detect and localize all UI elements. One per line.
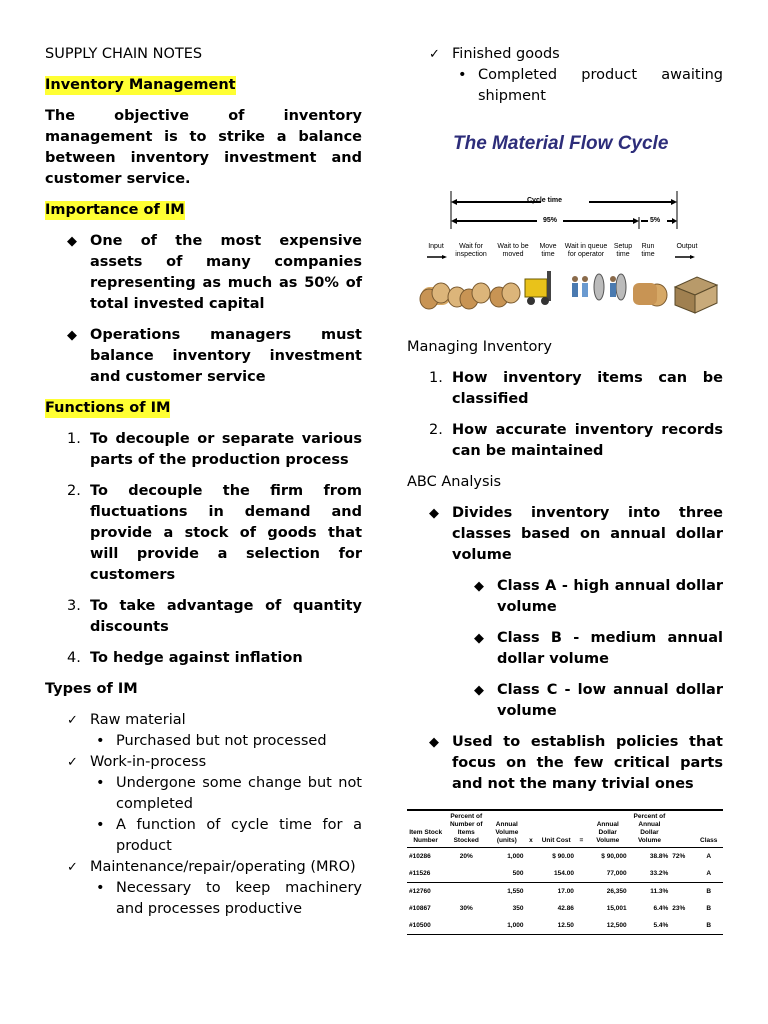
stage-label: Wait for inspection bbox=[455, 243, 487, 258]
list-item: ✓ Maintenance/repair/operating (MRO) • Necessary to keep machinery and processes productive bbox=[45, 857, 362, 920]
functions-list bbox=[45, 429, 362, 669]
list-item: 2. To decouple the firm from fluctuations in demand and provide a stock of goods that will provide a selection for customers bbox=[67, 483, 362, 583]
objective-paragraph: The objective of inventory management is to strike a balance between inventory investment and customer service. bbox=[45, 108, 362, 187]
list-item: ◆ One of the most expensive assets of many companies representing as much as 50% of total invested capital bbox=[45, 231, 362, 315]
table-row: #10867 30% 350 42.86 15,001 6.4% 23% B bbox=[409, 905, 712, 912]
table-row: #10286 20% 1,000 $ 90.00 $ 90,000 38.8% 72% A bbox=[409, 853, 712, 860]
inventory-management-heading: Inventory Management bbox=[45, 77, 236, 93]
importance-heading: Importance of IM bbox=[45, 202, 185, 218]
checkmark-icon: ✓ bbox=[67, 755, 78, 770]
table-header: Percent of Annual Dollar Volume bbox=[629, 810, 671, 848]
table-header: x bbox=[525, 810, 536, 848]
table-row: #10500 1,000 12.50 12,500 5.4% B bbox=[407, 917, 723, 935]
document-header: SUPPLY CHAIN NOTES bbox=[45, 46, 203, 62]
list-item: ✓ Work-in-process • Undergone some change but not completed • A function of cycle time for a product bbox=[45, 752, 362, 857]
managing-list bbox=[407, 368, 723, 462]
abc-table bbox=[407, 809, 723, 935]
list-item: 2. How accurate inventory records can be maintained bbox=[429, 422, 723, 459]
managing-inventory-heading: Managing Inventory bbox=[407, 339, 552, 355]
table-header: Annual Volume (units) bbox=[488, 810, 525, 848]
checkmark-icon: ✓ bbox=[67, 860, 78, 875]
pct-95-label: 95% bbox=[543, 217, 558, 224]
table-row: #11526 500 154.00 77,000 33.2% A bbox=[409, 870, 712, 877]
list-item: • Necessary to keep machinery and processes productive bbox=[90, 878, 362, 920]
abc-list bbox=[407, 503, 723, 566]
checkmark-icon: ✓ bbox=[429, 47, 440, 62]
left-column bbox=[45, 44, 362, 920]
boxes-illustration bbox=[675, 277, 717, 313]
table-header: Class bbox=[694, 810, 723, 848]
list-item: 1. How inventory items can be classified bbox=[429, 370, 723, 407]
list-item: 4. To hedge against inflation bbox=[67, 650, 303, 666]
operators-illustration bbox=[572, 274, 626, 300]
stage-label: Setup time bbox=[613, 243, 633, 258]
abc-used-list bbox=[407, 732, 723, 795]
table-header: Annual Dollar Volume bbox=[587, 810, 629, 848]
importance-list bbox=[45, 231, 362, 388]
table-header: = bbox=[576, 810, 587, 848]
list-item: 1. To decouple or separate various parts of the production process bbox=[67, 431, 362, 468]
types-heading: Types of IM bbox=[45, 681, 138, 697]
abc-classes-list bbox=[407, 576, 723, 722]
list-item: 3. To take advantage of quantity discounts bbox=[67, 598, 362, 635]
list-item: ◆ Class B - medium annual dollar volume bbox=[407, 628, 723, 670]
list-item: • Purchased but not processed bbox=[90, 731, 362, 752]
list-item: • Completed product awaiting shipment bbox=[452, 65, 723, 107]
list-item: ✓ Raw material • Purchased but not processed bbox=[45, 710, 362, 752]
list-item: ◆ Class A - high annual dollar volume bbox=[407, 576, 723, 618]
types-list bbox=[45, 710, 362, 920]
table-header: Unit Cost bbox=[536, 810, 576, 848]
stage-label: Wait to be moved bbox=[497, 243, 529, 258]
list-item: ◆ Divides inventory into three classes based on annual dollar volume bbox=[407, 503, 723, 566]
list-item: • A function of cycle time for a product bbox=[90, 815, 362, 857]
abc-analysis-heading: ABC Analysis bbox=[407, 474, 502, 490]
flow-diagram bbox=[407, 127, 723, 327]
table-row: #12760 1,550 17.00 26,350 11.3% B bbox=[407, 883, 723, 901]
stage-label: Run time bbox=[641, 243, 655, 258]
list-item: ◆ Operations managers must balance inventory investment and customer service bbox=[45, 325, 362, 388]
right-column bbox=[407, 44, 723, 935]
list-item: ◆ Used to establish policies that focus on the few critical parts and not the many trivial ones bbox=[407, 732, 723, 795]
stage-label: Input bbox=[428, 243, 444, 250]
table-header: Item Stock Number bbox=[407, 810, 444, 848]
list-item: ◆ Class C - low annual dollar volume bbox=[407, 680, 723, 722]
table-header: Percent of Number of Items Stocked bbox=[444, 810, 488, 848]
finished-goods-list bbox=[407, 44, 723, 107]
stage-label: Move time bbox=[539, 243, 557, 258]
stage-label: Output bbox=[676, 243, 698, 250]
forklift-illustration bbox=[525, 271, 551, 305]
list-item: • Undergone some change but not completed bbox=[90, 773, 362, 815]
stage-label: Wait in queue for operator bbox=[564, 243, 608, 258]
list-item: ✓ Finished goods • Completed product awaiting shipment bbox=[407, 44, 723, 107]
figure-title: The Material Flow Cycle bbox=[453, 133, 669, 154]
checkmark-icon: ✓ bbox=[67, 713, 78, 728]
material-flow-figure bbox=[407, 127, 723, 327]
pct-5-label: 5% bbox=[650, 217, 661, 224]
functions-heading: Functions of IM bbox=[45, 400, 171, 416]
table-header bbox=[670, 810, 694, 848]
cycle-time-label: Cycle time bbox=[527, 197, 563, 204]
